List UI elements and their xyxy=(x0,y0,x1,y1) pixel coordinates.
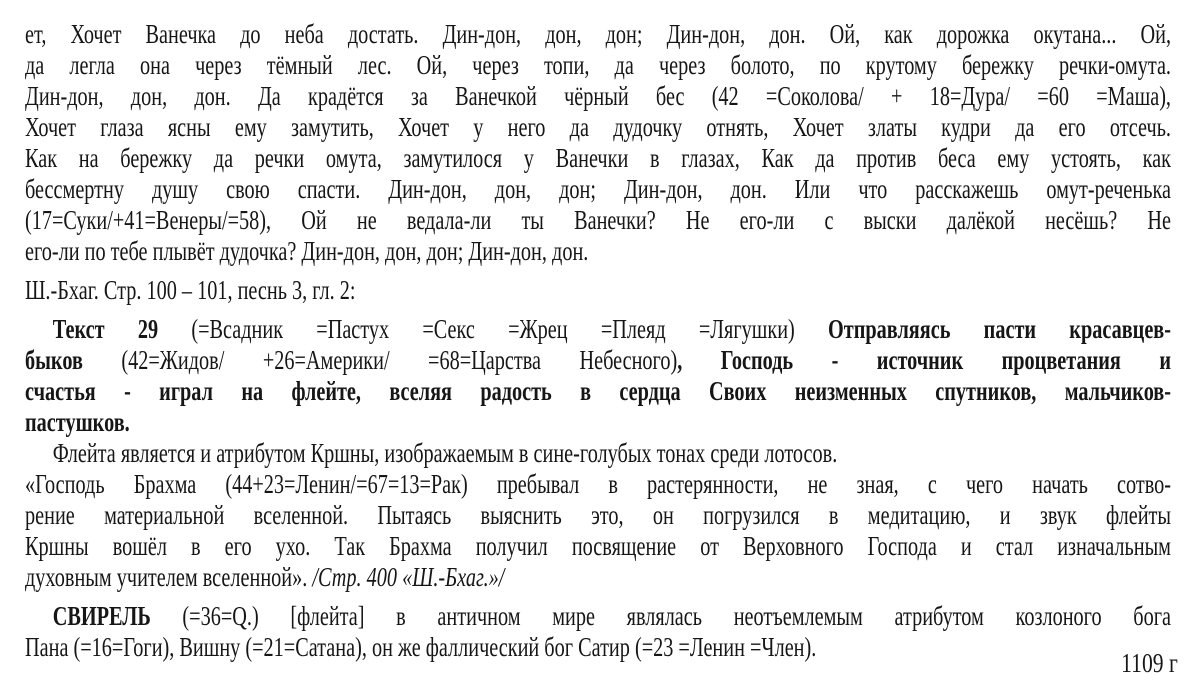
text-segment-regular: «Господь Брахма (44+23=Ленин/=67=13=Рак) пребывал в растерянности, не зная, с чего начать сотво- xyxy=(25,469,1171,499)
paragraph-source-reference xyxy=(25,275,1171,306)
paragraph-song xyxy=(25,19,1171,267)
text-line xyxy=(25,469,1171,500)
text-segment-bold: пастушков. xyxy=(25,407,130,437)
text-line xyxy=(25,500,1171,531)
text-line xyxy=(25,531,1171,562)
text-line xyxy=(25,632,1171,663)
text-line xyxy=(25,376,1171,407)
text-line xyxy=(25,345,1171,376)
document-body xyxy=(25,19,1171,663)
text-line xyxy=(25,50,1171,81)
paragraph-flute-brahma xyxy=(25,438,1171,593)
text-segment-regular: Пана (=16=Гоги), Вишну (=21=Сатана), он же фаллический бог Сатир (=23 =Ленин =Член). xyxy=(25,632,817,662)
paragraph-text-29 xyxy=(25,314,1171,438)
text-line xyxy=(25,174,1171,205)
text-segment-bold: СВИРЕЛЬ xyxy=(52,601,183,631)
text-segment-regular: Хочет глаза ясны ему замутить, Хочет у него да дудочку отнять, Хочет златы кудри да его отсечь. xyxy=(25,112,1171,142)
text-segment-regular: рение материальной вселенной. Пытаясь выяснить это, он погрузился в медитацию, и звук флейты xyxy=(25,500,1171,530)
text-segment-regular: Дин-дон, дон, дон. Да крадётся за Ванечкой чёрный бес (42 =Соколова/ + 18=Дура/ =60 =Маша), xyxy=(25,81,1171,111)
text-line xyxy=(25,407,1171,438)
text-line xyxy=(25,81,1171,112)
text-segment-regular: (=36=Q.) [флейта] в античном мире являлась неотъемлемым атрибутом козлоного бога xyxy=(182,601,1171,631)
text-segment-regular: ет, Хочет Ванечка до неба достать. Дин-дон, дон, дон; Дин-дон, дон. Ой, как дорожка окутана... Ой, xyxy=(25,19,1171,49)
paragraph-svirel xyxy=(25,601,1171,663)
text-line xyxy=(25,143,1171,174)
text-segment-bold: , Господь - источник процветания и xyxy=(677,345,1171,375)
text-line xyxy=(25,275,1171,306)
text-segment-regular: Ш.-Бхаг. Стр. 100 – 101, песнь 3, гл. 2: xyxy=(25,275,356,305)
text-line xyxy=(25,562,1171,593)
page-number: 1109 г xyxy=(1121,648,1178,678)
text-line xyxy=(25,205,1171,236)
text-line xyxy=(25,112,1171,143)
text-segment-regular: Как на бережку да речки омута, замутилося у Ванечки в глазах, Как да против беса ему устоять, как xyxy=(25,143,1171,173)
text-segment-bold: Текст 29 xyxy=(52,314,192,344)
text-segment-regular: Кршны вошёл в его ухо. Так Брахма получил посвящение от Верховного Господа и стал изначальным xyxy=(25,531,1171,561)
text-line xyxy=(25,601,1171,632)
text-segment-regular: (=Всадник =Пастух =Секс =Жрец =Плеяд =Лягушки) xyxy=(191,314,829,344)
text-line xyxy=(25,438,1171,469)
text-segment-bold: быков xyxy=(25,345,122,375)
text-segment-bold: счастья - играл на флейте, вселяя радость в сердца Своих неизменных спутников, мальчиков- xyxy=(25,376,1171,406)
text-segment-italic: /Стр. 400 «Ш.-Бхаг.»/ xyxy=(312,562,505,592)
text-segment-bold: Отправляясь пасти красавцев- xyxy=(828,314,1171,344)
text-segment-regular: (17=Суки/+41=Венеры/=58), Ой не ведала-ли ты Ванечки? Не его-ли с выски далёкой несёшь? Не xyxy=(25,205,1171,235)
text-segment-regular: Флейта является и атрибутом Кршны, изображаемым в сине-голубых тонах среди лотосов. xyxy=(52,438,838,468)
text-line xyxy=(25,314,1171,345)
text-segment-regular: духовным учителем вселенной». xyxy=(25,562,313,592)
text-segment-regular: (42=Жидов/ +26=Америки/ =68=Царства Небесного) xyxy=(121,345,678,375)
text-segment-regular: бессмертну душу свою спасти. Дин-дон, дон, дон; Дин-дон, дон. Или что расскажешь омут-реченька xyxy=(25,174,1171,204)
text-segment-regular: да легла она через тёмный лес. Ой, через топи, да через болото, по крутому бережку речки-омута. xyxy=(25,50,1171,80)
text-line xyxy=(25,236,1171,267)
text-line xyxy=(25,19,1171,50)
text-segment-regular: его-ли по тебе плывёт дудочка? Дин-дон, дон, дон; Дин-дон, дон. xyxy=(25,236,589,266)
